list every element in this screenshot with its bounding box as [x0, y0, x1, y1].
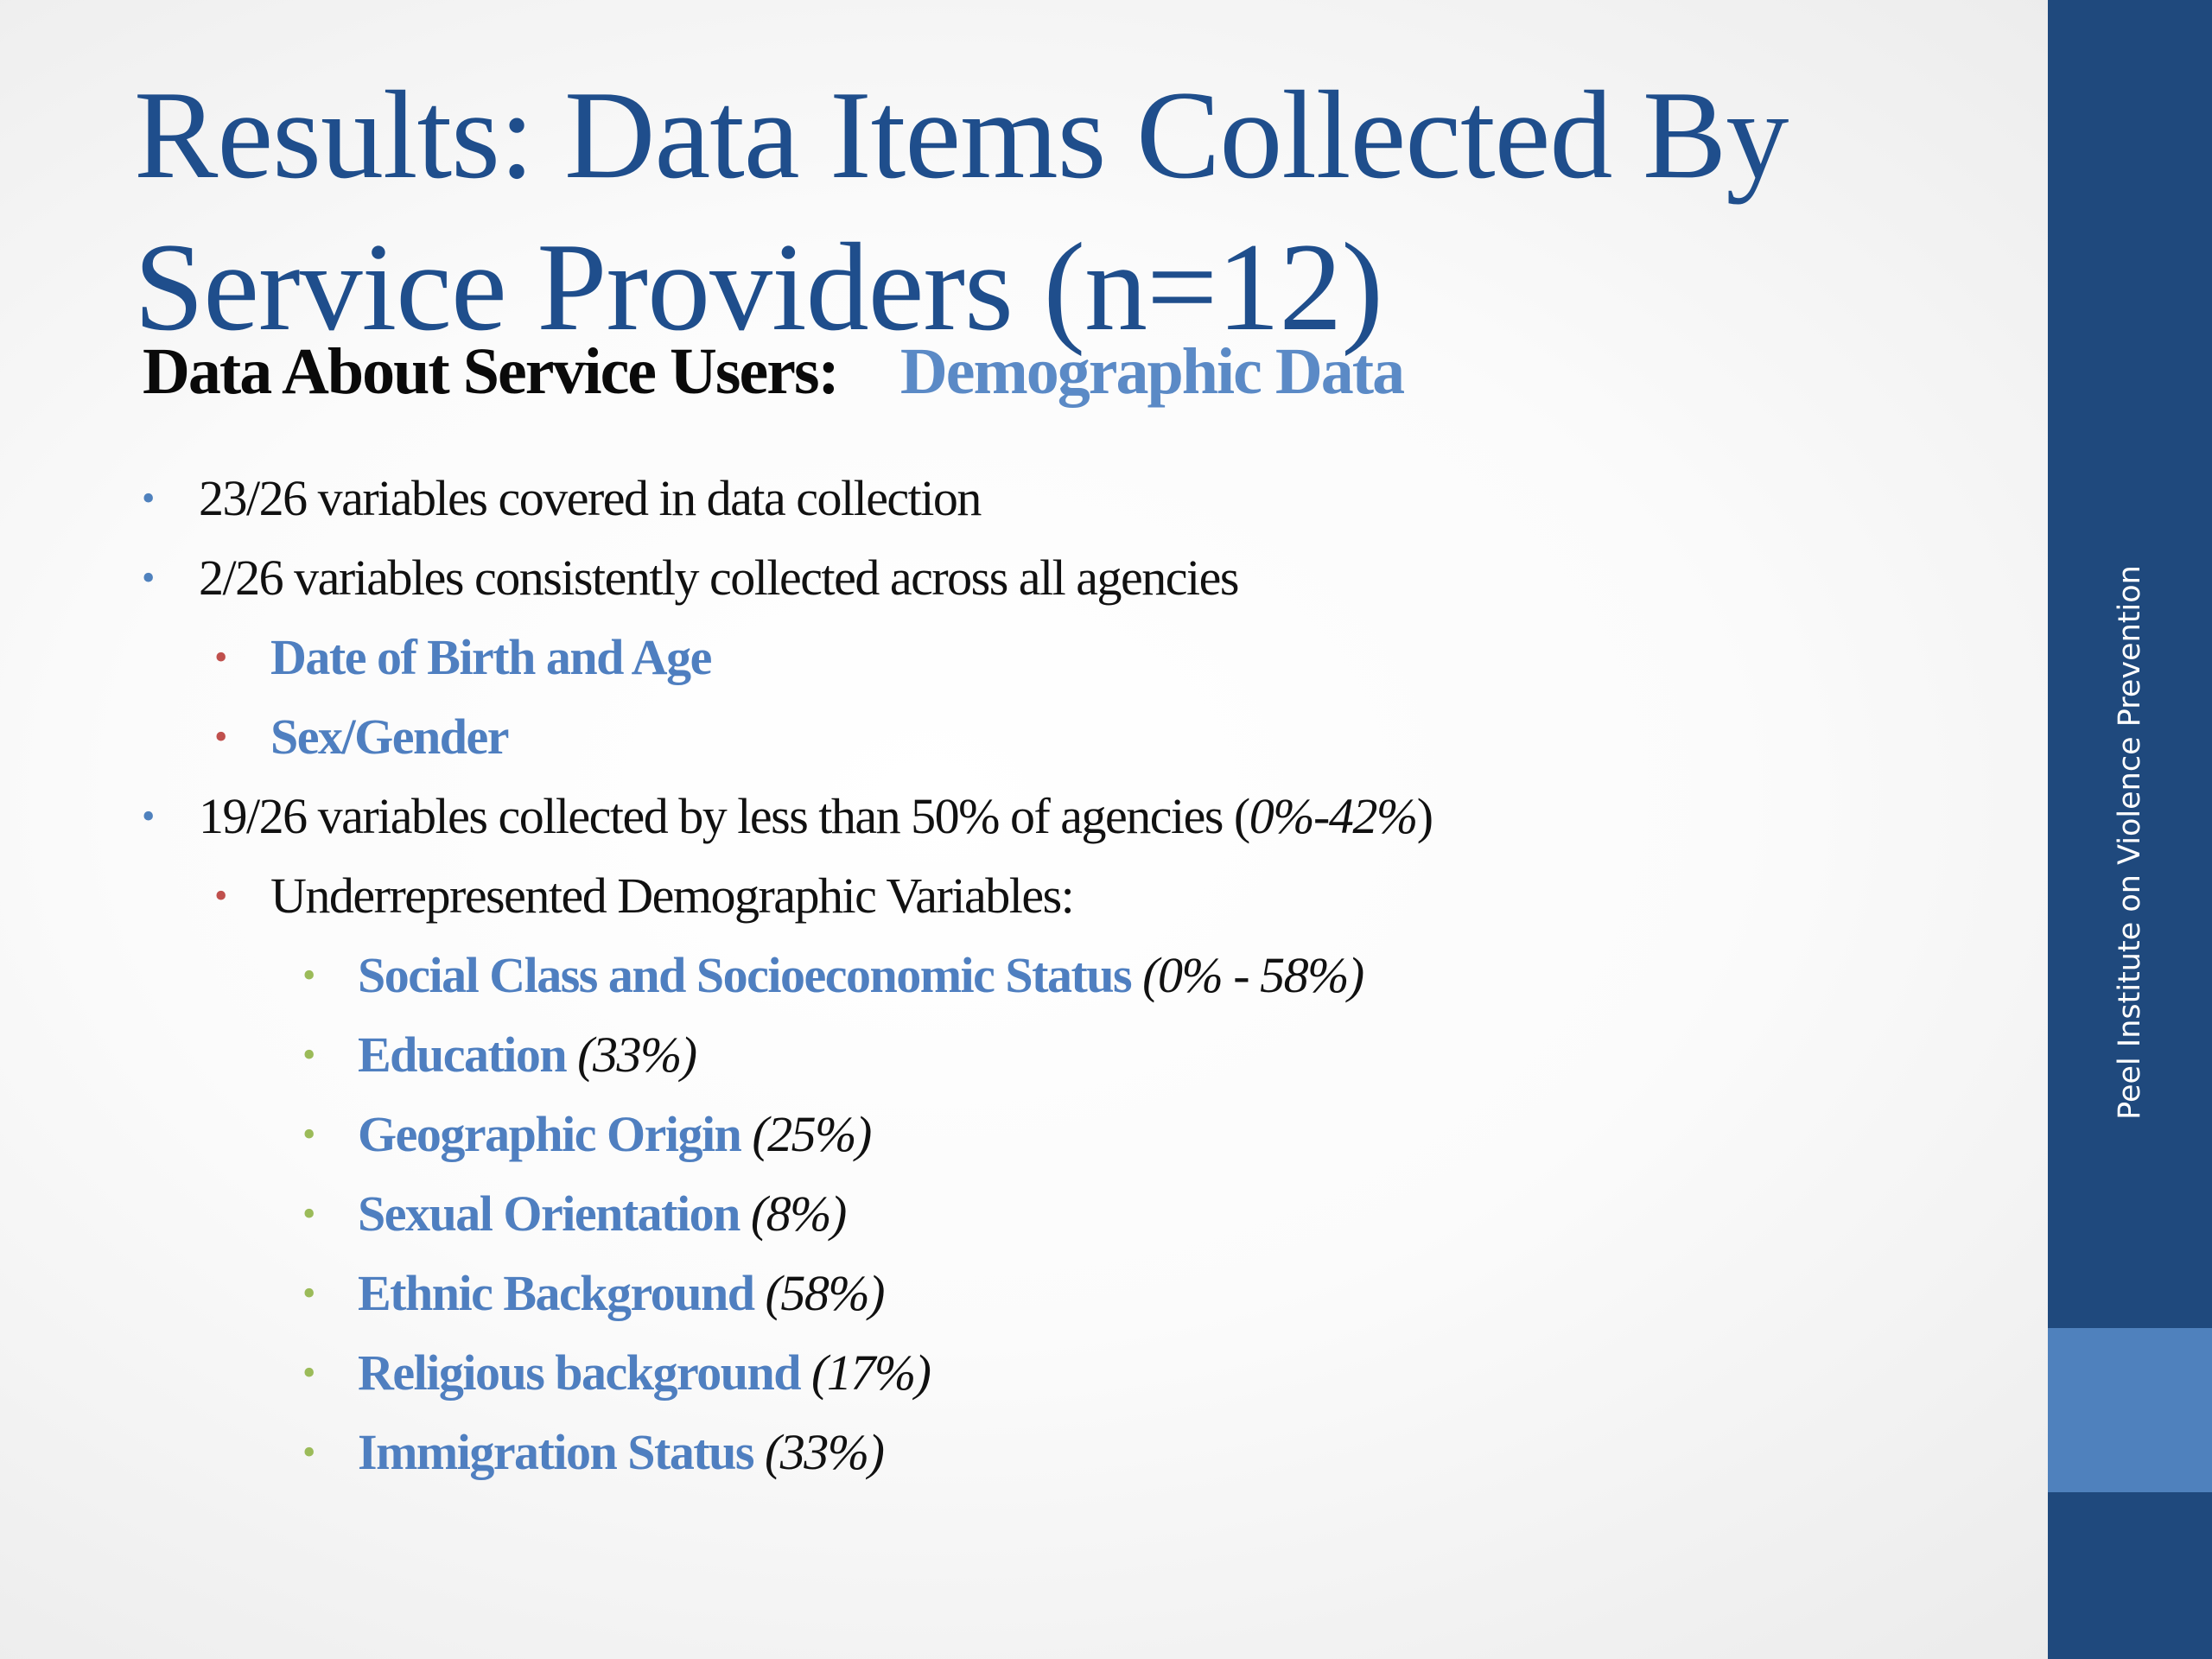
bullet-item	[0, 618, 1433, 697]
bullet-item	[0, 936, 1433, 1015]
subheading-label: Data About Service Users:	[143, 335, 838, 408]
bullet-text: 19/26 variables collected by less than 50% of agencies (	[199, 788, 1249, 844]
bullet-highlight: Sexual Orientation	[358, 1185, 740, 1242]
bullet-item	[0, 1413, 1433, 1492]
bullet-list	[0, 459, 1433, 1492]
bullet-highlight: Geographic Origin	[358, 1106, 741, 1162]
bullet-percent: (17%)	[811, 1344, 931, 1401]
bullet-percent: (33%)	[577, 1027, 696, 1083]
bullet-text: 2/26 variables consistently collected across all agencies	[199, 550, 1238, 606]
bullet-text: Underrepresented Demographic Variables:	[270, 868, 1074, 924]
bullet-item	[0, 459, 1433, 538]
bullet-marker: •	[142, 795, 154, 837]
bullet-percent: (33%)	[764, 1424, 884, 1480]
bullet-marker: •	[142, 556, 154, 599]
bullet-percent: (0% - 58%)	[1142, 947, 1363, 1003]
bullet-percent: (8%)	[750, 1185, 846, 1242]
bullet-marker: •	[302, 1033, 315, 1076]
bullet-percent: (25%)	[752, 1106, 871, 1162]
bullet-marker: •	[214, 636, 226, 678]
bullet-item	[0, 777, 1433, 856]
bullet-highlight: Ethnic Background	[358, 1265, 754, 1321]
bullet-highlight: Education	[358, 1027, 567, 1083]
bullet-marker: •	[302, 1351, 315, 1394]
bullet-item	[0, 538, 1433, 618]
bullet-marker: •	[214, 715, 226, 758]
bullet-item	[0, 1015, 1433, 1095]
bullet-range: 0%-42%	[1249, 788, 1417, 844]
bullet-percent: (58%)	[765, 1265, 884, 1321]
bullet-item	[0, 856, 1433, 936]
bullet-item	[0, 697, 1433, 777]
bullet-text: 23/26 variables covered in data collection	[199, 470, 981, 526]
bullet-marker: •	[302, 1192, 315, 1235]
bullet-marker: •	[142, 477, 154, 519]
bullet-item	[0, 1174, 1433, 1254]
bullet-marker: •	[302, 1113, 315, 1155]
sidebar-organization-label: Peel Institute on Violence Prevention	[2113, 565, 2147, 1120]
bullet-marker: •	[214, 874, 226, 917]
bullet-marker: •	[302, 954, 315, 996]
bullet-item	[0, 1333, 1433, 1413]
subheading	[143, 332, 1403, 411]
bullet-item	[0, 1254, 1433, 1333]
bullet-highlight: Date of Birth and Age	[270, 629, 711, 685]
subheading-topic: Demographic Data	[899, 335, 1404, 408]
bullet-close: )	[1416, 788, 1433, 844]
bullet-highlight: Religious background	[358, 1344, 801, 1401]
bullet-highlight: Social Class and Socioeconomic Status	[358, 947, 1132, 1003]
bullet-marker: •	[302, 1272, 315, 1314]
sidebar-accent-block	[2048, 1328, 2212, 1492]
bullet-highlight: Immigration Status	[358, 1424, 753, 1480]
bullet-highlight: Sex/Gender	[270, 709, 508, 765]
bullet-marker: •	[302, 1431, 315, 1473]
bullet-item	[0, 1095, 1433, 1174]
slide-title: Results: Data Items Collected By Service Providers (n=12)	[134, 65, 1789, 357]
